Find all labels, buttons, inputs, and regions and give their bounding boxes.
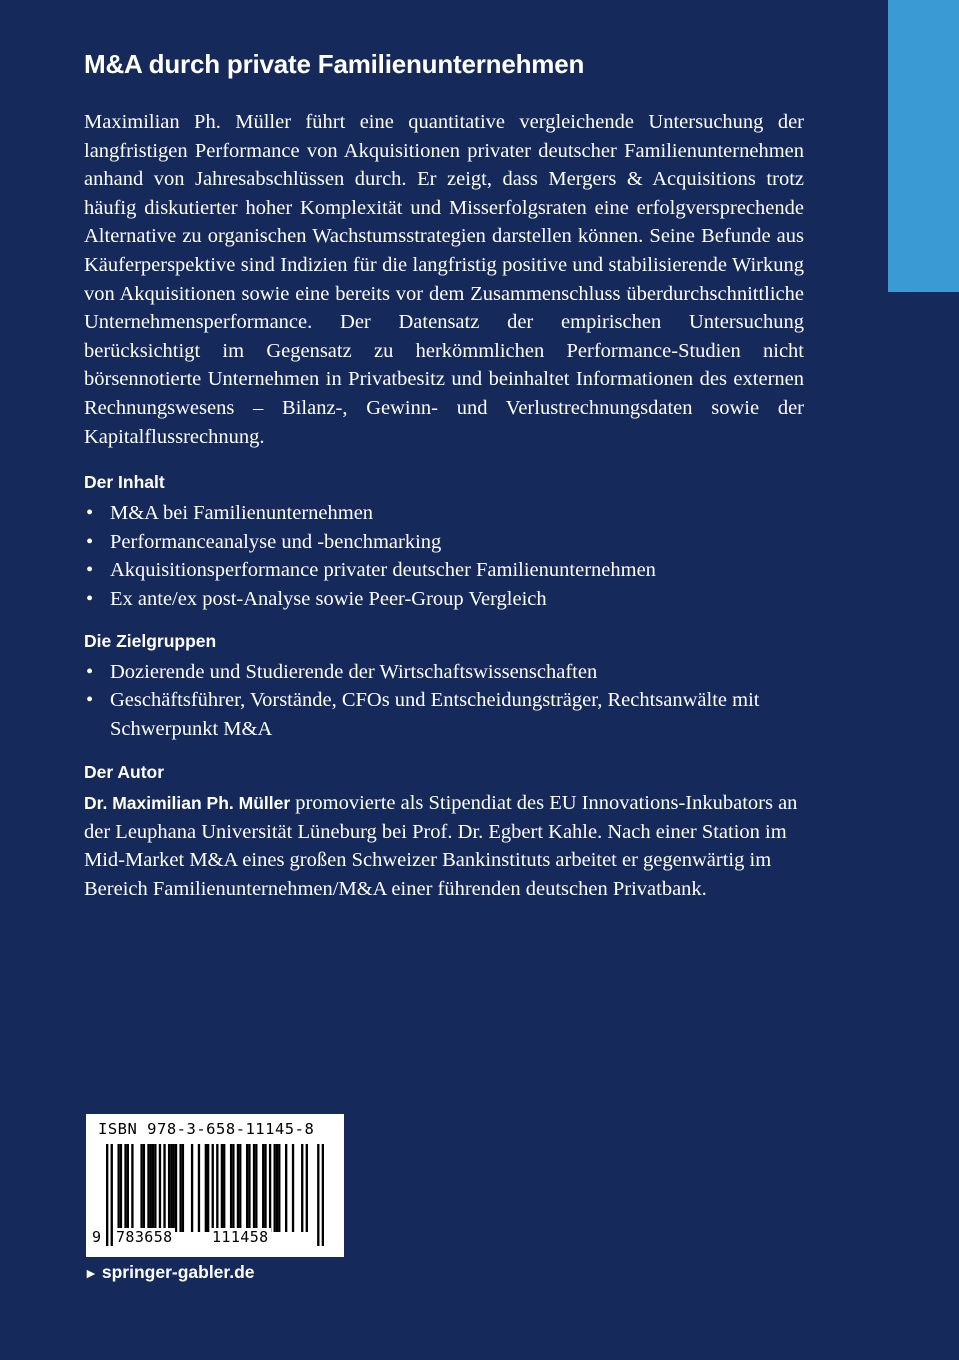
barcode-bar — [264, 1144, 266, 1232]
author-name: Dr. Maximilian Ph. Müller — [84, 793, 291, 814]
book-description: Maximilian Ph. Müller führt eine quantitative vergleichende Untersuchung der langfristigen Performance von Akquisitionen privater deutscher Familienunternehmen anhand von Jahresabschlüssen durch. Er zeigt, dass Mergers & Acquisitions trotz häufig diskutierter hoher Komplexität und Misserfolgsraten eine erfolgversprechende Alternative zu organischen Wachstumsstrategien darstellen können. Seine Befunde aus Käuferperspektive sind Indizien für die langfristig positive und stabilisierende Wirkung von Akquisitionen sowie eine bereits vor dem Zusammenschluss überdurchschnittliche Unternehmensperformance. Der Datensatz der empirischen Untersuchung berücksichtigt im Gegensatz zu herkömmlichen Performance-Studien nicht börsennotierte Unternehmen in Privatbesitz und beinhaltet Informationen des externen Rechnungswesens – Bilanz-, Gewinn- und Verlustrechnungsdaten sowie der Kapitalflussrechnung. — [84, 111, 804, 448]
barcode-bar — [278, 1144, 280, 1232]
barcode-bar — [173, 1144, 175, 1232]
barcode-digit-lead: 9 — [92, 1228, 102, 1246]
bullet-icon: • — [86, 502, 94, 525]
barcode-bar — [198, 1144, 200, 1232]
barcode-bar — [147, 1144, 149, 1232]
barcode-bar — [317, 1144, 319, 1246]
list-item: • Ex ante/ex post-Analyse sowie Peer-Group Vergleich — [84, 585, 804, 614]
barcode-bar — [140, 1144, 142, 1232]
barcode-bar — [163, 1144, 165, 1232]
barcode-bar — [221, 1144, 223, 1232]
barcode-bar — [152, 1144, 154, 1232]
author-bio-text: promovierte als Stipendiat des EU Innovations-Inkubators an der Leuphana Universität Lüneburg bei Prof. Dr. Egbert Kahle. Nach einer Station im Mid-Market M&A eines großen Schweizer Bankinstituts arbeitet er gegenwärtig im Bereich Familienunternehmen/M&A einer führenden deutschen Privatbank. — [84, 792, 798, 901]
barcode-bar — [246, 1144, 248, 1232]
barcode-bar — [120, 1144, 122, 1232]
bullet-icon: • — [86, 587, 94, 610]
arrow-right-icon: ► — [84, 1265, 98, 1281]
barcode-bar — [182, 1144, 184, 1232]
barcode-bar — [179, 1144, 181, 1232]
bullet-icon: • — [86, 530, 94, 553]
barcode-bar — [230, 1144, 232, 1232]
list-item: • Akquisitionsperformance privater deutscher Familienunternehmen — [84, 556, 804, 585]
author-heading: Der Autor — [84, 762, 165, 783]
contents-heading: Der Inhalt — [84, 472, 165, 493]
barcode-bar — [127, 1144, 129, 1232]
bullet-icon: • — [86, 559, 94, 582]
barcode-bar — [239, 1144, 241, 1232]
list-item: • Dozierende und Studierende der Wirtschaftswissenschaften — [84, 658, 804, 687]
back-cover-content — [84, 46, 804, 904]
barcode-bar — [255, 1144, 257, 1232]
publisher-url-text: springer-gabler.de — [101, 1262, 255, 1282]
barcode-bar — [292, 1144, 294, 1232]
barcode-bar — [237, 1144, 239, 1232]
barcode-bar — [170, 1144, 172, 1232]
list-item: • Geschäftsführer, Vorstände, CFOs und Entscheidungsträger, Rechtsanwälte mit Schwerpunkt M&A — [84, 686, 804, 743]
barcode-bar — [131, 1144, 133, 1232]
barcode-bar — [248, 1144, 250, 1232]
audience-list — [84, 658, 804, 744]
barcode-bar — [223, 1144, 225, 1232]
book-title: M&A durch private Familienunternehmen — [84, 49, 585, 79]
bullet-icon: • — [86, 660, 94, 683]
barcode-bar — [274, 1144, 276, 1232]
isbn-label: ISBN 978-3-658-11145-8 — [98, 1120, 315, 1138]
barcode-bar — [191, 1144, 193, 1232]
barcode-bar — [232, 1144, 234, 1232]
barcode-bar — [207, 1144, 209, 1232]
barcode-bar — [276, 1144, 278, 1232]
barcode-bar — [154, 1144, 156, 1232]
barcode-bar — [205, 1144, 207, 1232]
barcode-bar — [150, 1144, 152, 1232]
list-item: • M&A bei Familienunternehmen — [84, 499, 804, 528]
barcode-bar — [285, 1144, 287, 1232]
audience-heading: Die Zielgruppen — [84, 630, 217, 651]
barcode-bar — [269, 1144, 271, 1232]
contents-list — [84, 499, 804, 613]
barcode-bar — [143, 1144, 145, 1232]
barcode-bar — [106, 1144, 108, 1246]
barcode-bar — [322, 1144, 324, 1246]
barcode-bar — [124, 1144, 126, 1232]
barcode-bar — [301, 1144, 303, 1232]
accent-color-bar — [888, 0, 959, 292]
list-item: • Performanceanalyse und -benchmarking — [84, 528, 804, 557]
barcode-bar — [117, 1144, 119, 1232]
barcode-bar — [306, 1144, 308, 1232]
barcode-digits-group2: 111458 — [212, 1228, 269, 1246]
author-bio — [84, 789, 804, 903]
barcode-bar — [168, 1144, 170, 1232]
barcode-digits-group1: 783658 — [116, 1228, 173, 1246]
barcode-bar — [262, 1144, 264, 1232]
barcode-bar — [175, 1144, 177, 1232]
bullet-icon: • — [86, 689, 94, 712]
isbn-barcode — [86, 1114, 344, 1257]
publisher-url — [84, 1262, 255, 1283]
barcode-bar — [111, 1144, 113, 1246]
barcode-bar — [159, 1144, 161, 1232]
barcode-bar — [253, 1144, 255, 1232]
